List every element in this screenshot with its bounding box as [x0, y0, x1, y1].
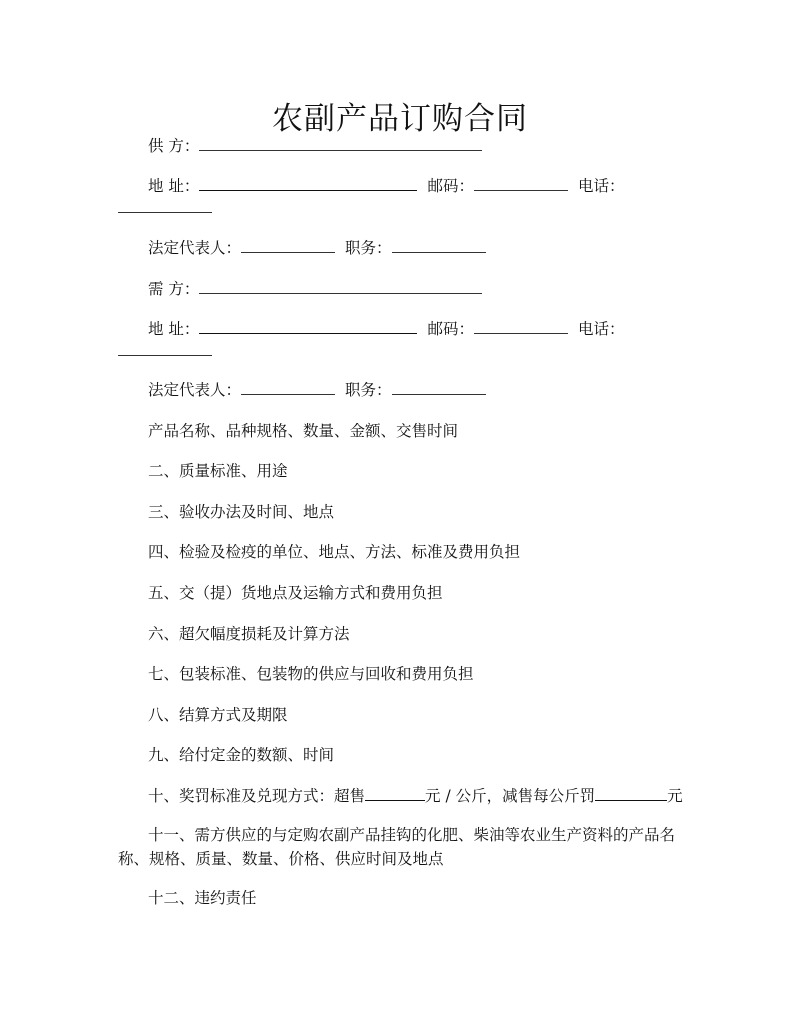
supplier-address-label: 地 址： — [148, 177, 200, 195]
buyer-rep-line — [148, 380, 486, 400]
clause-1: 产品名称、品种规格、数量、金额、交售时间 — [148, 422, 459, 440]
supplier-phone-label: 电话： — [577, 177, 625, 195]
clause-10-text-b: 元 / 公斤，减售每公斤罚 — [425, 787, 596, 805]
buyer-rep-label: 法定代表人： — [148, 381, 242, 399]
buyer-phone-label: 电话： — [577, 320, 625, 338]
buyer-rep-field[interactable] — [241, 380, 335, 395]
page-title: 农副产品订购合同 — [272, 101, 528, 137]
buyer-postcode-label: 邮码： — [427, 320, 474, 338]
buyer-address-field[interactable] — [199, 319, 417, 334]
clause-11: 十一、需方供应的与定购农副产品挂钩的化肥、柴油等农业生产资料的产品名称、规格、质量、数量、价格、供应时间及地点 — [118, 826, 676, 868]
over-sale-reward-field[interactable] — [365, 786, 425, 801]
clause-6: 六、超欠幅度损耗及计算方法 — [148, 625, 350, 643]
buyer-address-label: 地 址： — [148, 320, 200, 338]
clause-4: 四、检验及检疫的单位、地点、方法、标准及费用负担 — [148, 543, 521, 561]
under-sale-penalty-field[interactable] — [595, 786, 667, 801]
clause-7: 七、包装标准、包装物的供应与回收和费用负担 — [148, 665, 474, 683]
buyer-label: 需 方： — [148, 280, 200, 298]
supplier-rep-line — [148, 238, 486, 258]
supplier-postcode-label: 邮码： — [427, 177, 474, 195]
clause-5: 五、交（提）货地点及运输方式和费用负担 — [148, 584, 443, 602]
clause-2: 二、质量标准、用途 — [148, 462, 288, 480]
clause-10-text-a: 十、奖罚标准及兑现方式：超售 — [148, 787, 366, 805]
supplier-label: 供 方： — [148, 137, 200, 155]
supplier-rep-field[interactable] — [241, 238, 335, 253]
buyer-phone-field[interactable] — [118, 355, 212, 356]
supplier-phone-field[interactable] — [118, 212, 212, 213]
supplier-rep-label: 法定代表人： — [148, 239, 242, 257]
buyer-position-field[interactable] — [392, 380, 486, 395]
supplier-line — [148, 136, 482, 156]
clause-8: 八、结算方式及期限 — [148, 706, 288, 724]
buyer-postcode-field[interactable] — [474, 319, 568, 334]
clause-10-text-c: 元 — [667, 787, 683, 805]
clause-9: 九、给付定金的数额、时间 — [148, 746, 335, 764]
supplier-field[interactable] — [199, 136, 482, 151]
buyer-address-line — [148, 319, 624, 339]
supplier-position-label: 职务： — [345, 239, 392, 257]
clause-3: 三、验收办法及时间、地点 — [148, 503, 335, 521]
supplier-address-field[interactable] — [199, 176, 417, 191]
supplier-address-line — [148, 176, 624, 196]
clause-10 — [148, 786, 683, 806]
buyer-field[interactable] — [199, 279, 482, 294]
supplier-position-field[interactable] — [392, 238, 486, 253]
buyer-position-label: 职务： — [345, 381, 392, 399]
clause-12: 十二、违约责任 — [148, 889, 257, 907]
supplier-postcode-field[interactable] — [474, 176, 568, 191]
buyer-line — [148, 279, 482, 299]
